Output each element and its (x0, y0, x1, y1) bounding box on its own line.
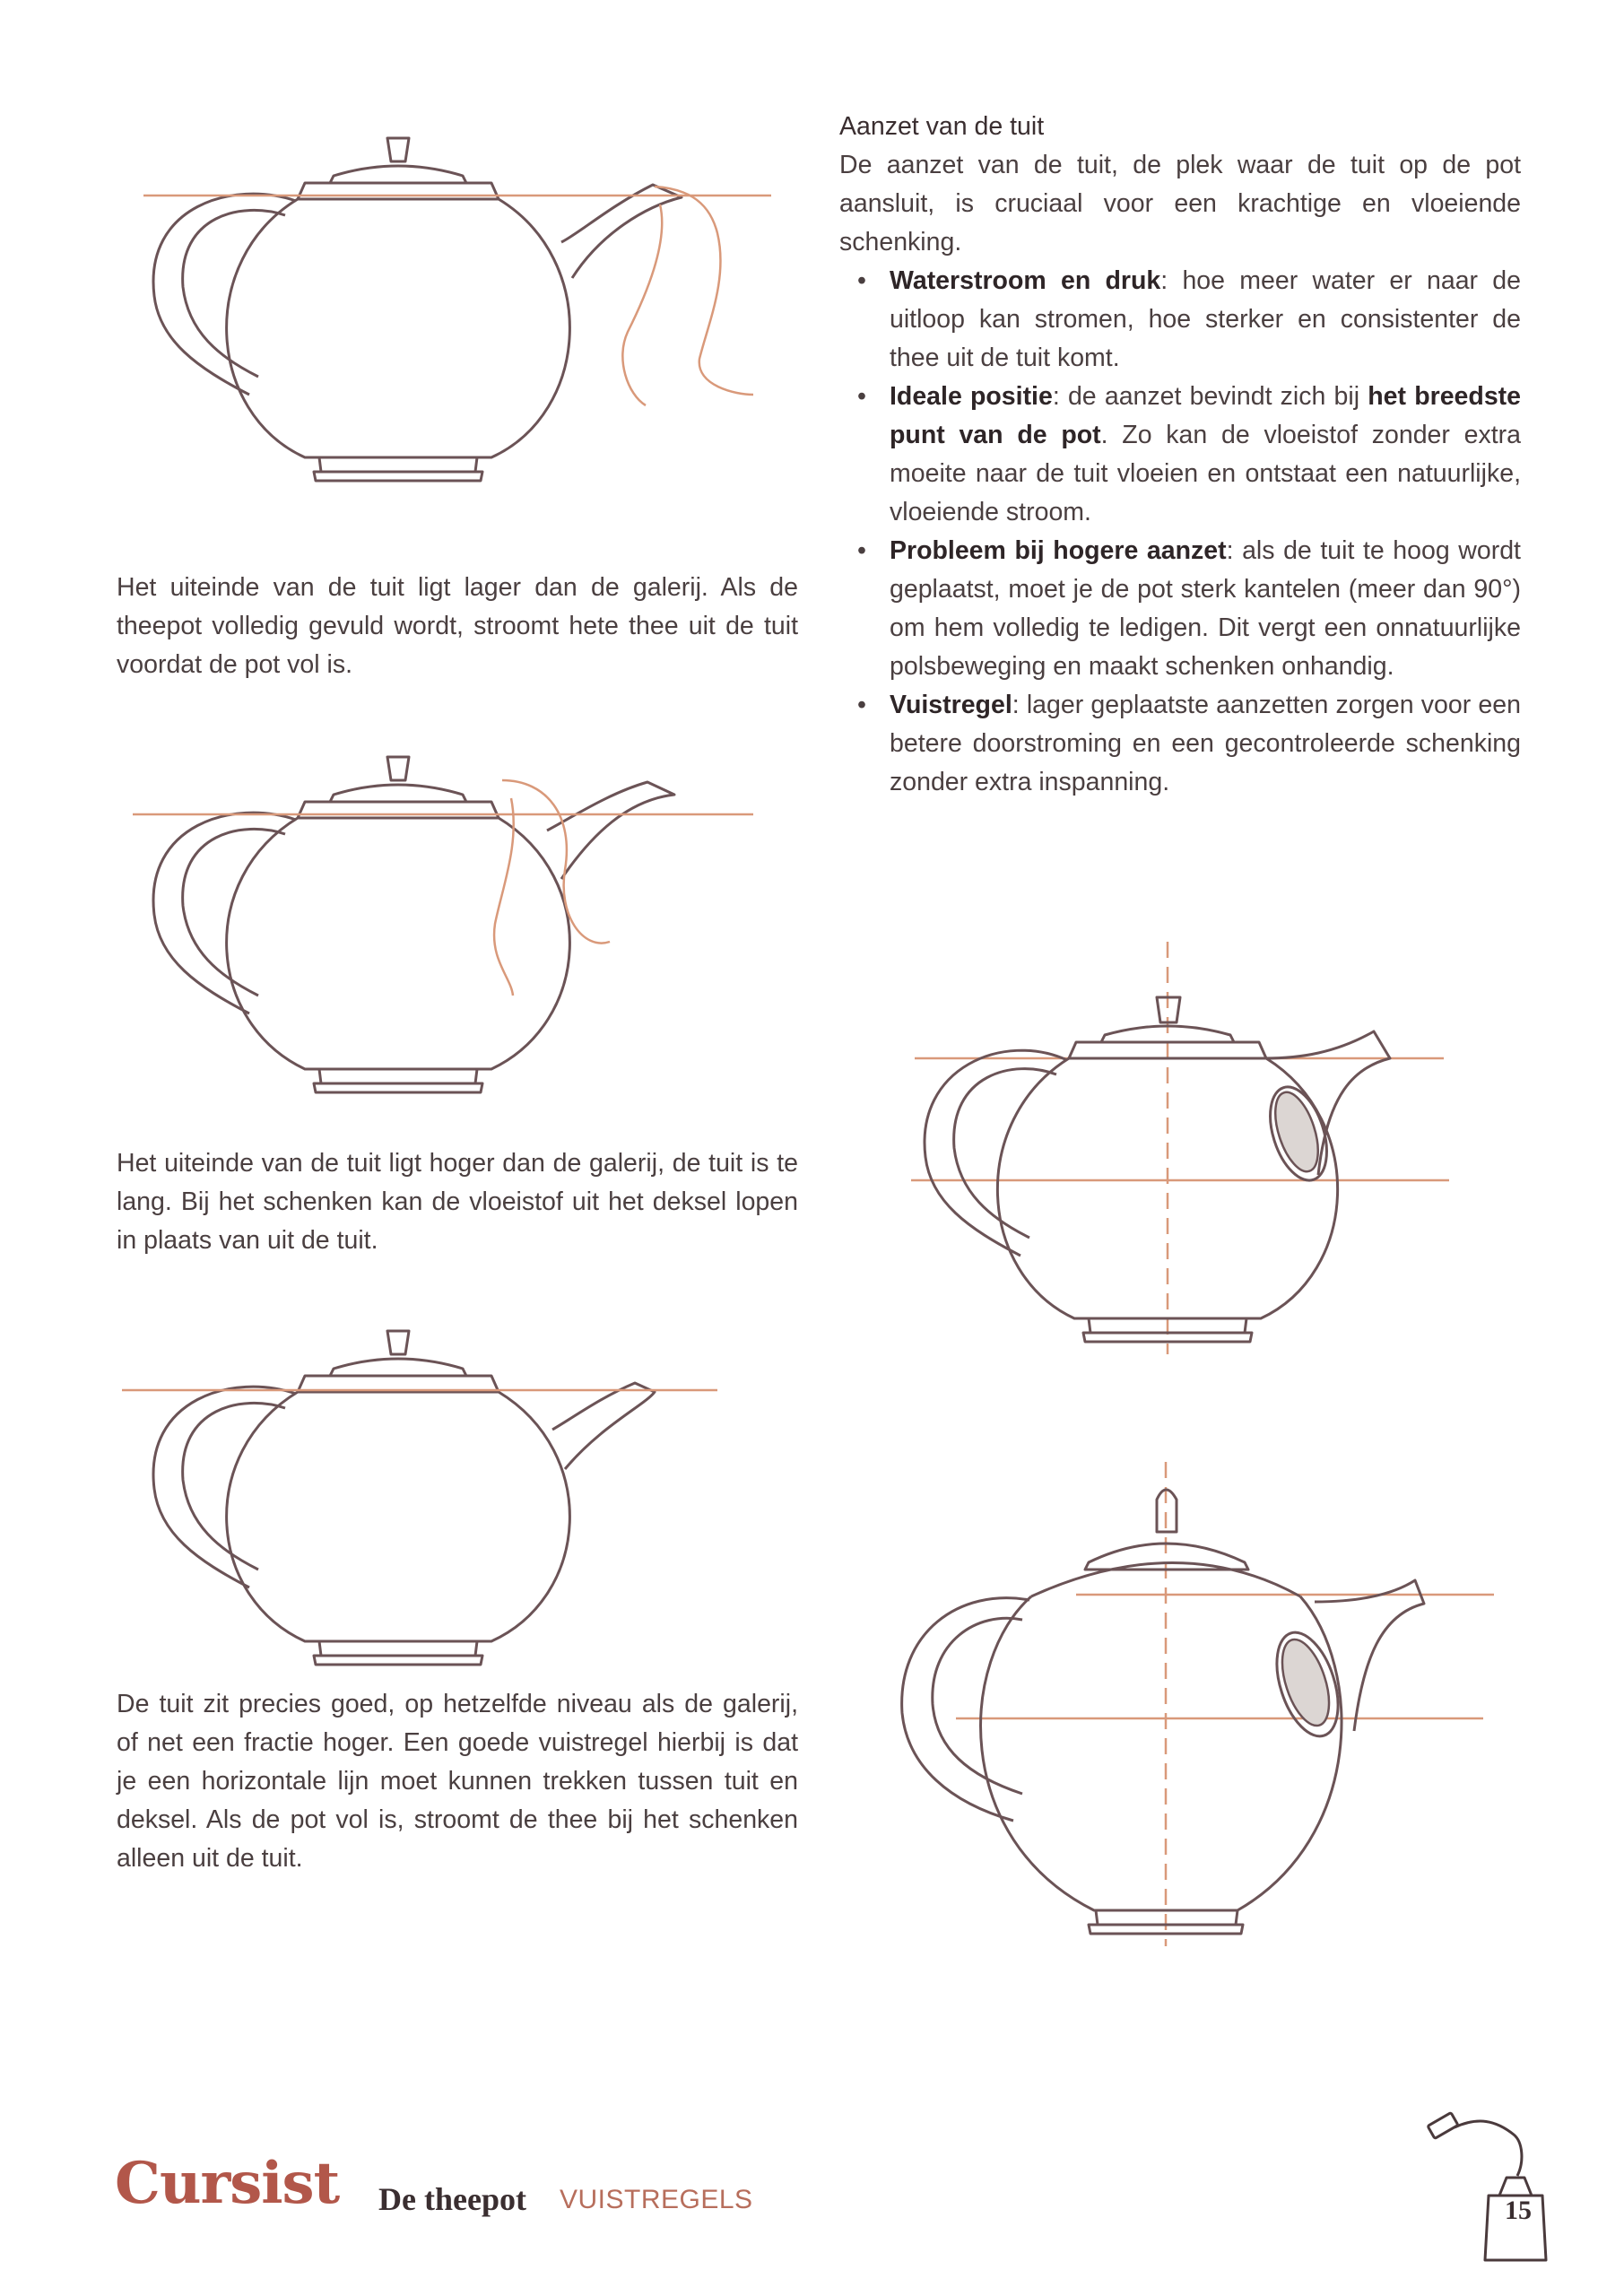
bullet-emphasis: het breedste punt van de pot (890, 382, 1522, 449)
teapot-spout-too-high-icon (126, 744, 771, 1103)
bullet-item (839, 378, 1521, 532)
bullet-text: : de aanzet bevindt zich bij (1052, 382, 1368, 411)
caption-spout-too-low: Het uiteinde van de tuit ligt lager dan de galerij. Als de theepot volledig gevuld wordt, stroomt hete thee uit de tuit voordat de pot vol is. (117, 573, 798, 679)
bullet-term: Ideale positie (890, 382, 1053, 411)
section-heading: Aanzet van de tuit (839, 112, 1045, 141)
page-number: 15 (1505, 2196, 1532, 2225)
bullet-list (839, 262, 1521, 802)
section-label: VUISTREGELS (560, 2185, 753, 2214)
bullet-term: Vuistregel (890, 691, 1012, 719)
bullet-item (839, 262, 1521, 378)
teapot-spout-correct-icon (117, 1318, 744, 1677)
bullet-item (839, 532, 1521, 686)
caption-spout-too-high: Het uiteinde van de tuit ligt hoger dan de galerij, de tuit is te lang. Bij het schenken kan de vloeistof uit het deksel lopen in plaats van uit de tuit. (117, 1149, 798, 1255)
caption-spout-correct: De tuit zit precies goed, op hetzelfde niveau als de galerij, of net een fractie hoger. Een goede vuistregel hierbij is dat je een horizontale lijn moet kunnen trekken tussen tuit en deksel. Als de pot vol is, stroomt de thee bij het schenken alleen uit de tuit. (117, 1690, 798, 1873)
bullet-text: : als de tuit te hoog wordt geplaatst, moet je de pot sterk kantelen (meer dan 90°) om hem volledig te ledigen. Dit vergt een onnatuurlijke polsbeweging en maakt schenken onhandig. (890, 536, 1521, 681)
teabag-icon (1424, 2099, 1559, 2260)
spout-attachment-section (839, 108, 1521, 802)
bullet-item (839, 686, 1521, 802)
teapot-spout-too-low-icon (126, 126, 807, 493)
teapot-spout-attachment-low-icon (897, 1462, 1507, 1946)
bullet-text: : hoe meer water er naar de uitloop kan stromen, hoe sterker en consistenter de thee uit de tuit komt. (890, 266, 1522, 372)
teapot-spout-attachment-high-icon (906, 942, 1462, 1354)
brand-logo: Cursist (115, 2150, 340, 2217)
publication-title: De theepot (378, 2181, 526, 2217)
bullet-term: Waterstroom en druk (890, 266, 1161, 295)
bullet-text-after: . Zo kan de vloeistof zonder extra moeite naar de tuit vloeien en ontstaat een natuurlijke, vloeiende stroom. (890, 421, 1521, 526)
bullet-text: : lager geplaatste aanzetten zorgen voor een betere doorstroming en een gecontroleerde schenking zonder extra inspanning. (890, 691, 1521, 796)
bullet-term: Probleem bij hogere aanzet (890, 536, 1227, 565)
section-intro: De aanzet van de tuit, de plek waar de tuit op de pot aansluit, is cruciaal voor een krachtige en vloeiende schenking. (839, 151, 1521, 257)
